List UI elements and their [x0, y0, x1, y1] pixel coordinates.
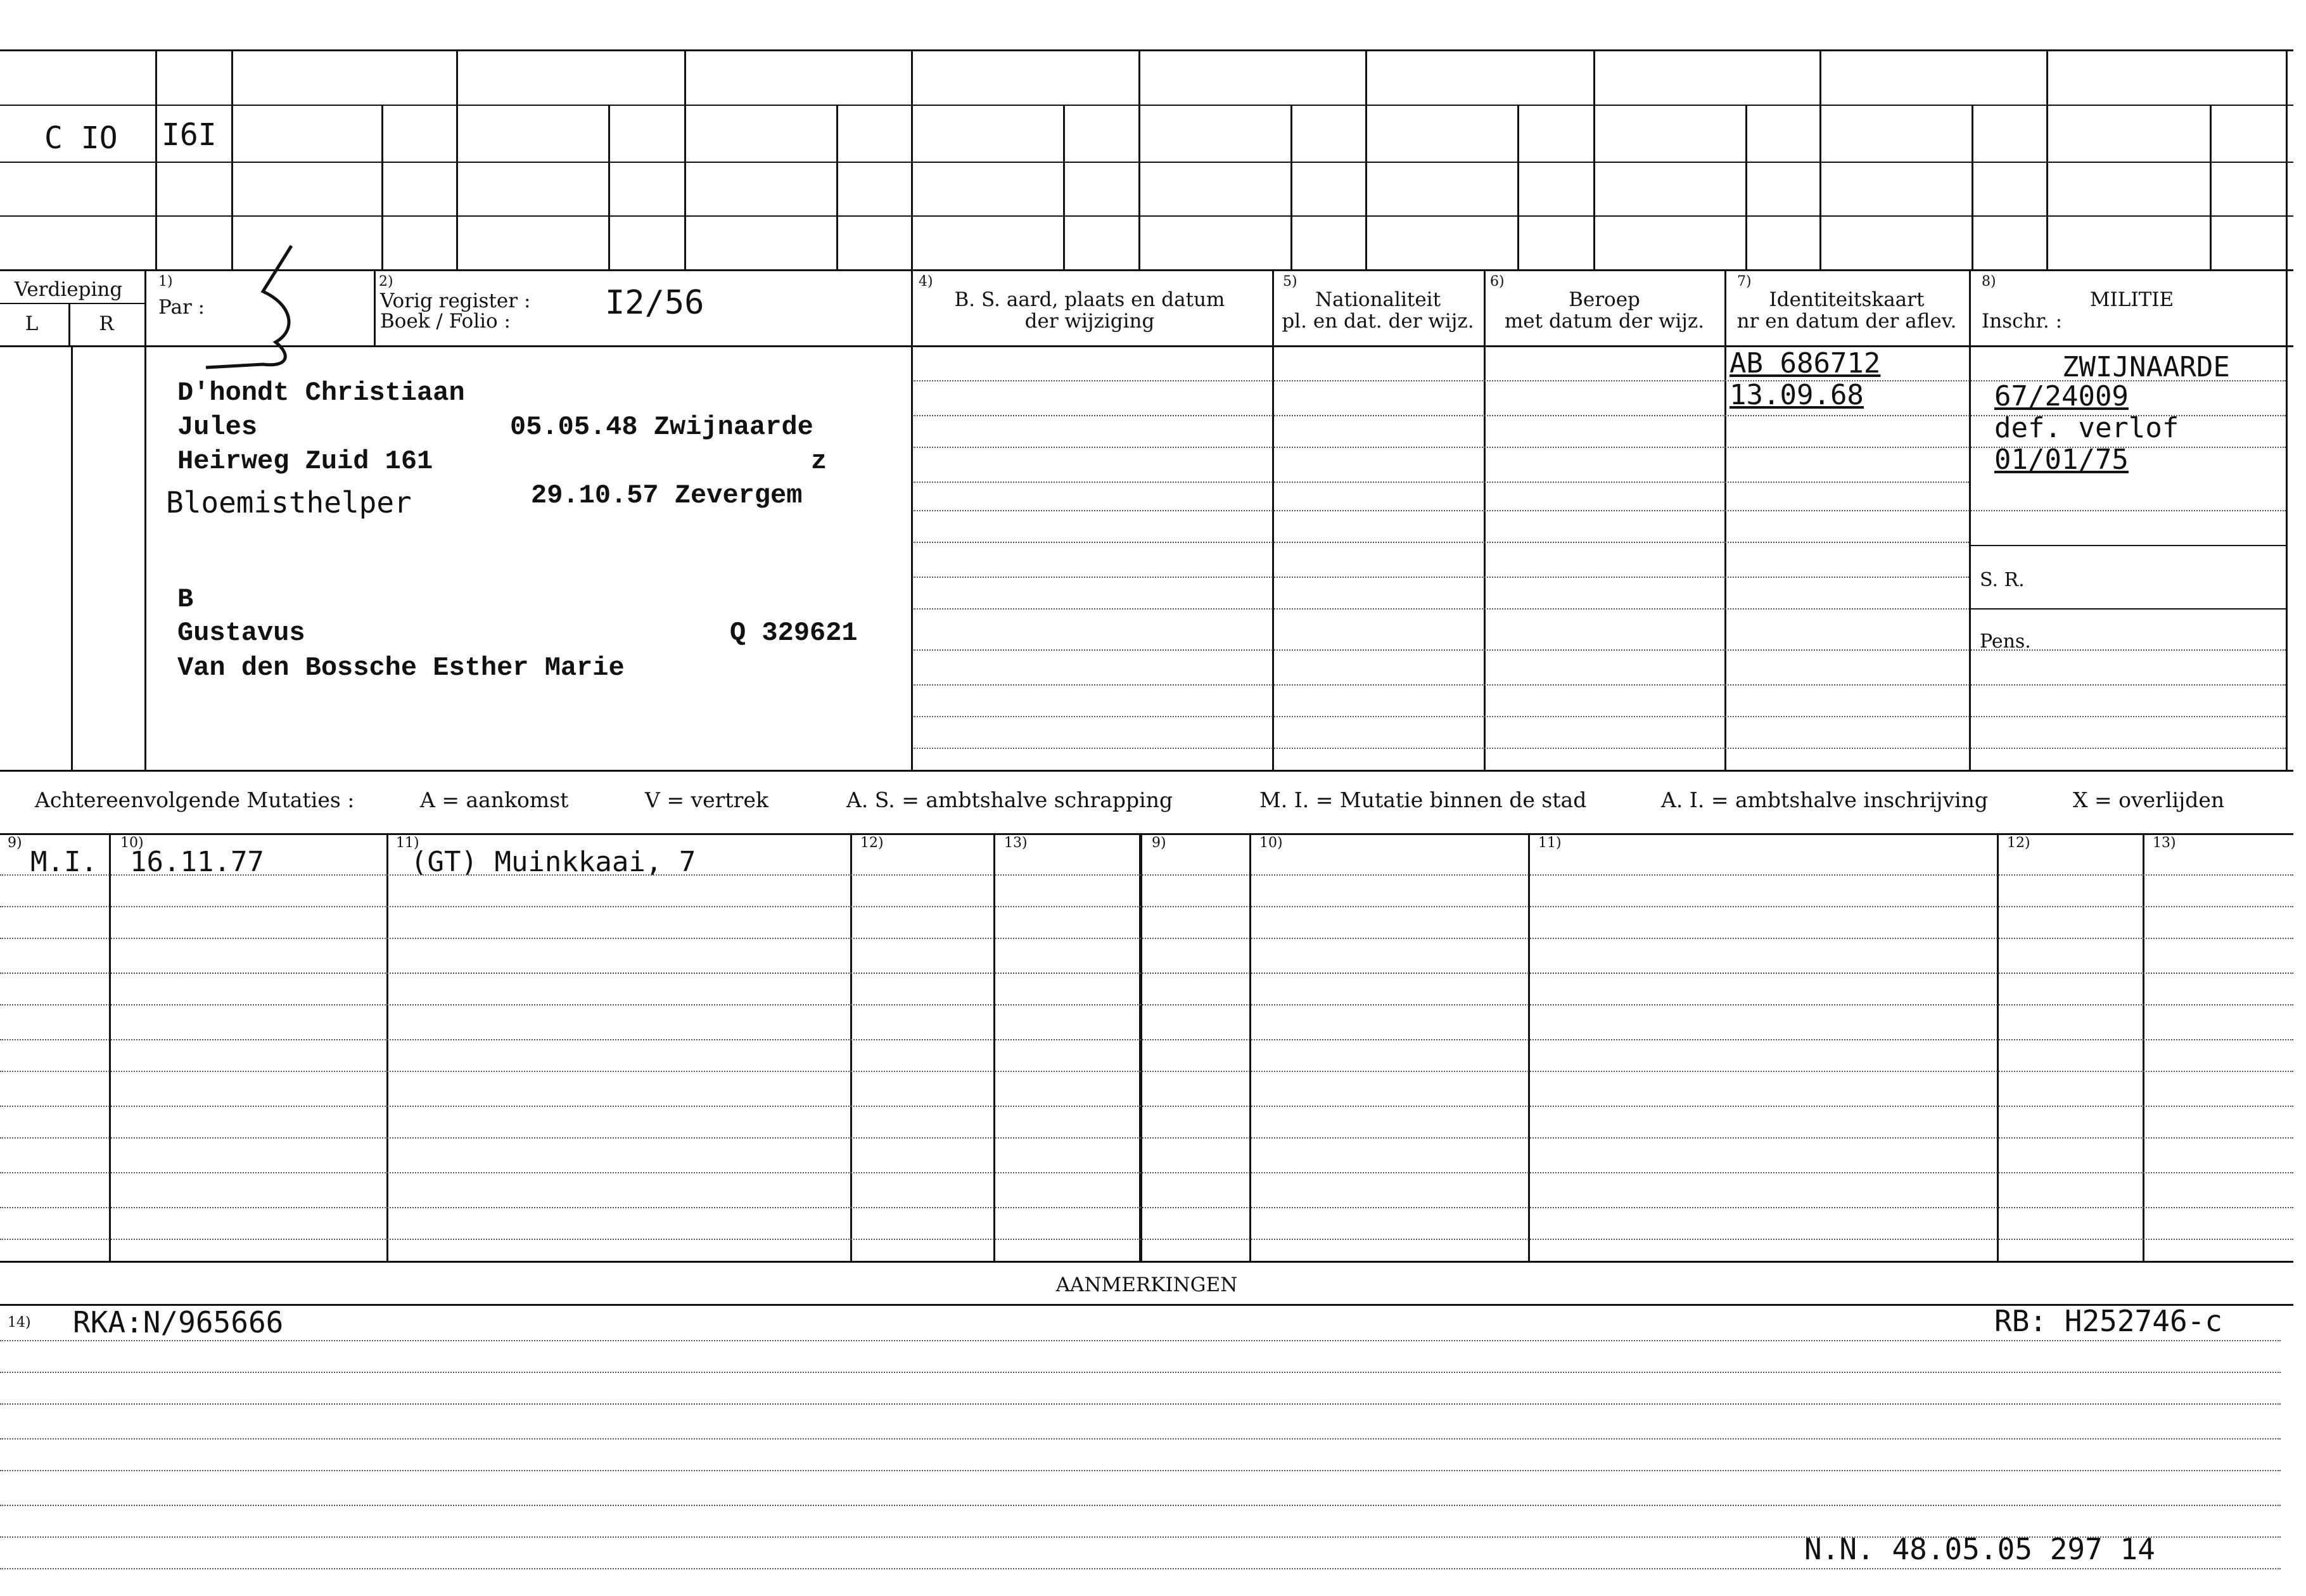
top-grid-vline — [1365, 49, 1367, 269]
mutation-col — [993, 833, 995, 1261]
top-code: C IO — [44, 120, 118, 156]
top-grid-line — [0, 105, 2293, 106]
militie-label: MILITIE — [2089, 288, 2174, 311]
top-grid-line — [0, 162, 2293, 163]
mutations-bottom-line — [0, 1261, 2293, 1263]
mutation-col — [1997, 833, 1999, 1261]
legend-x: X = overlijden — [2073, 788, 2225, 812]
id-card-date: 13.09.68 — [1730, 379, 1864, 411]
vorig-register-label: Vorig register : — [380, 290, 531, 312]
mut-col-number: 12) — [860, 835, 884, 851]
person-b: B — [177, 584, 194, 615]
mutation-col — [850, 833, 852, 1261]
dotted-line — [0, 1207, 2293, 1208]
mut-col-number: 10) — [1259, 835, 1283, 851]
lr-divider — [68, 303, 70, 345]
mutation-col — [386, 833, 388, 1261]
column-r-label: R — [99, 312, 114, 335]
top-grid-vline — [381, 105, 383, 269]
dotted-line — [912, 510, 2286, 511]
mut-col-number: 13) — [1004, 835, 1028, 851]
column-divider — [2286, 269, 2288, 770]
person-name: D'hondt Christiaan — [177, 378, 465, 408]
legend-v: V = vertrek — [645, 788, 768, 812]
nationaliteit-label-1: Nationaliteit — [1315, 288, 1441, 311]
dotted-line — [0, 1568, 2281, 1569]
dotted-line — [912, 542, 1969, 543]
mutation-address: (GT) Muinkkaai, 7 — [411, 846, 696, 878]
top-grid-vline — [2210, 105, 2212, 269]
person-father: Gustavus — [177, 618, 305, 648]
sr-label: S. R. — [1980, 569, 2025, 591]
field-number-4: 4) — [919, 274, 933, 290]
field-number-8: 8) — [1982, 274, 1996, 290]
dotted-line — [0, 1239, 2293, 1240]
legend-top-line — [0, 770, 2293, 772]
top-grid-vline — [1290, 105, 1292, 269]
person-firstname: Jules — [177, 412, 258, 442]
identiteitskaart-label-1: Identiteitskaart — [1769, 288, 1925, 311]
top-grid-vline — [1593, 49, 1595, 269]
person-address: Heirweg Zuid 161 — [177, 446, 433, 476]
dotted-line — [0, 1470, 2281, 1471]
person-profession: Bloemisthelper — [166, 485, 412, 520]
person-date2: 29.10.57 Zevergem — [531, 480, 803, 511]
legend-title: Achtereenvolgende Mutaties : — [35, 788, 355, 812]
top-grid-vline — [155, 49, 157, 269]
top-grid-vline — [1745, 105, 1747, 269]
militia-date: 01/01/75 — [1994, 444, 2129, 476]
mut-col-number: 12) — [2007, 835, 2030, 851]
column-divider — [374, 269, 376, 345]
column-divider — [911, 269, 913, 770]
dotted-line — [0, 973, 2293, 974]
column-divider — [144, 269, 146, 770]
remarks-title: AANMERKINGEN — [1055, 1274, 1238, 1296]
top-grid-line — [0, 269, 2293, 271]
dotted-line — [0, 938, 2293, 939]
top-grid-vline — [684, 49, 686, 269]
identiteitskaart-label-2: nr en datum der aflev. — [1736, 310, 1957, 333]
legend-as: A. S. = ambtshalve schrapping — [846, 788, 1173, 812]
mutation-col — [1249, 833, 1251, 1261]
top-number: I6I — [162, 117, 217, 153]
bs-label-1: B. S. aard, plaats en datum — [954, 288, 1225, 311]
id-card-number: AB 686712 — [1730, 347, 1881, 380]
mut-col-number: 11) — [396, 835, 419, 851]
dotted-line — [0, 1071, 2293, 1072]
top-grid-vline — [456, 49, 458, 269]
top-grid-vline — [2286, 49, 2288, 269]
top-grid-vline — [1138, 49, 1140, 269]
top-grid-vline — [1819, 49, 1821, 269]
person-q-number: Q 329621 — [730, 618, 858, 648]
sr-separator — [1969, 545, 2286, 546]
dotted-line — [912, 716, 2286, 717]
top-grid-vline — [1063, 105, 1065, 269]
column-divider — [1969, 269, 1971, 770]
person-z: z — [811, 446, 827, 476]
dotted-line — [0, 1438, 2281, 1440]
column-divider — [1484, 269, 1486, 770]
militia-status: def. verlof — [1994, 412, 2179, 444]
mutation-col — [109, 833, 111, 1261]
top-grid-line — [0, 49, 2293, 51]
top-grid-vline — [231, 49, 233, 269]
mutation-date: 16.11.77 — [130, 846, 264, 878]
field-number-1: 1) — [158, 274, 173, 290]
legend-ai: A. I. = ambtshalve inschrijving — [1661, 788, 1989, 812]
pens-label: Pens. — [1980, 630, 2031, 653]
dotted-line — [0, 874, 2293, 876]
beroep-label-1: Beroep — [1569, 288, 1640, 311]
beroep-label-2: met datum der wijz. — [1504, 310, 1705, 333]
mut-col-number: 13) — [2153, 835, 2176, 851]
remarks-top-line — [0, 1304, 2293, 1306]
mutation-col — [1139, 833, 1142, 1261]
field-number-14: 14) — [8, 1315, 31, 1331]
mutation-type: M.I. — [30, 846, 98, 878]
footer-reference: N.N. 48.05.05 297 14 — [1804, 1532, 2155, 1566]
field-number-2: 2) — [379, 274, 393, 290]
mut-col-number: 10) — [120, 835, 144, 851]
dotted-line — [0, 1137, 2293, 1139]
top-grid-vline — [608, 105, 610, 269]
bs-label-2: der wijziging — [1024, 310, 1155, 333]
dotted-line — [912, 748, 2286, 749]
dotted-line — [0, 1340, 2281, 1341]
pens-separator — [1969, 608, 2286, 610]
dotted-line — [0, 906, 2293, 907]
column-divider — [1272, 269, 1274, 770]
dotted-line — [912, 482, 1969, 483]
mutation-col — [1528, 833, 1530, 1261]
header-bottom-line — [0, 345, 2293, 347]
mut-col-number: 11) — [1538, 835, 1562, 851]
dotted-line — [912, 684, 2286, 686]
field-number-5: 5) — [1283, 274, 1297, 290]
mut-col-number: 9) — [8, 835, 22, 851]
nationaliteit-label-2: pl. en dat. der wijz. — [1282, 310, 1474, 333]
dotted-line — [0, 1172, 2293, 1173]
top-grid-vline — [1517, 105, 1519, 269]
mut-col-number: 9) — [1152, 835, 1166, 851]
remarks-rb: RB: H252746-c — [1994, 1304, 2223, 1338]
militia-place: ZWIJNAARDE — [2062, 351, 2230, 383]
militia-number: 67/24009 — [1994, 380, 2129, 412]
verdieping-divider — [0, 303, 144, 304]
field-number-7: 7) — [1737, 274, 1752, 290]
dotted-line — [0, 1403, 2281, 1405]
dotted-line — [0, 1039, 2293, 1040]
top-grid-vline — [1972, 105, 1973, 269]
dotted-line — [0, 1505, 2281, 1506]
top-grid-vline — [911, 49, 913, 269]
person-mother: Van den Bossche Esther Marie — [177, 653, 625, 683]
boek-folio-label: Boek / Folio : — [380, 310, 511, 333]
top-grid-vline — [836, 105, 838, 269]
dotted-line — [0, 1106, 2293, 1107]
mutations-top-line — [0, 833, 2293, 835]
dotted-line — [0, 1372, 2281, 1373]
dotted-line — [912, 577, 1969, 578]
register-value: I2/56 — [605, 284, 704, 322]
par-label: Par : — [158, 296, 205, 319]
person-birth: 05.05.48 Zwijnaarde — [510, 412, 813, 442]
column-l-label: L — [25, 312, 39, 335]
dotted-line — [0, 1004, 2293, 1005]
legend-a: A = aankomst — [420, 788, 569, 812]
top-grid-vline — [2046, 49, 2048, 269]
par-signature — [203, 241, 304, 374]
remarks-rka: RKA:N/965666 — [73, 1305, 284, 1339]
top-grid-line — [0, 215, 2293, 217]
legend-mi: M. I. = Mutatie binnen de stad — [1259, 788, 1587, 812]
lr-divider — [71, 345, 73, 770]
field-number-6: 6) — [1490, 274, 1505, 290]
verdieping-label: Verdieping — [14, 278, 123, 301]
dotted-line — [912, 649, 2286, 651]
column-divider — [1724, 269, 1726, 770]
mutation-col — [2143, 833, 2144, 1261]
inschr-label: Inschr. : — [1982, 310, 2063, 333]
